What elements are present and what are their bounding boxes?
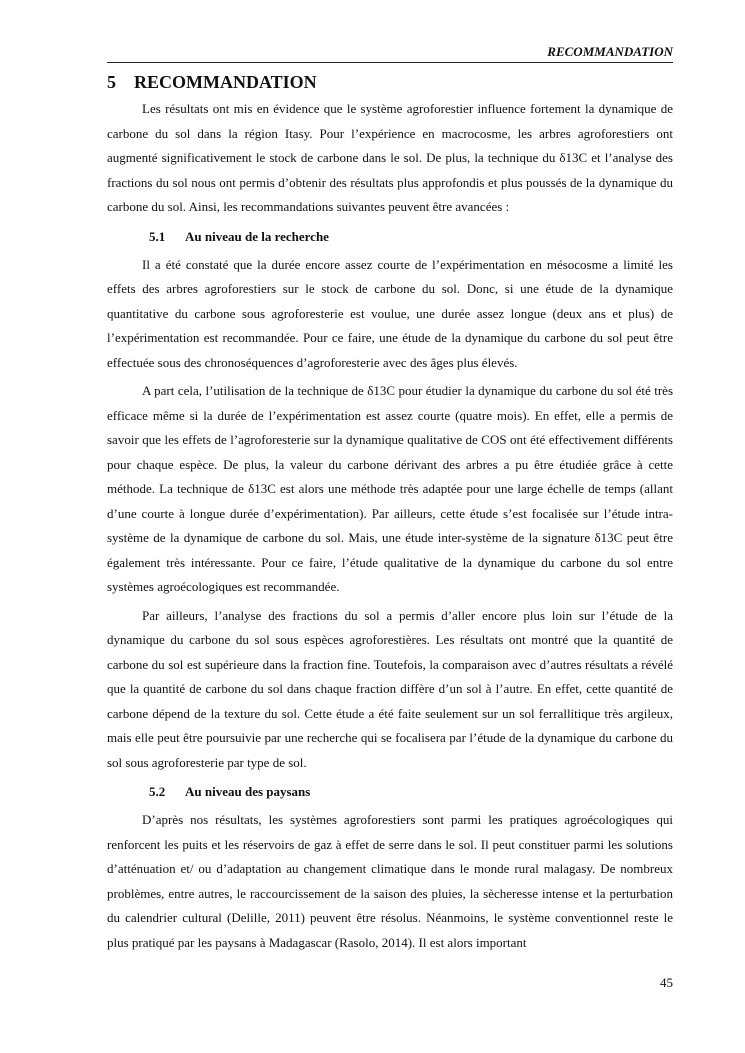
paragraph: Il a été constaté que la durée encore assez courte de l’expérimentation en mésocosme a limité les effets des arbres agroforestiers sur le stock de carbone du sol. Donc, si une étude de la dynamique quantitative du carbone sous agroforesterie est voulue, une durée assez longue (deux ans et plus) de l’expérimentation est recommandée. Pour ce faire, une étude de la dynamique du carbone du sol peut être effectuée sous des chronoséquences d’agroforesterie avec des âges plus élevés. [107,256,673,370]
running-header-title: RECOMMANDATION [547,44,673,59]
section-number: 5.2 [149,784,166,799]
paragraph: A part cela, l’utilisation de la technique de δ13C pour étudier la dynamique du carbone du sol été très efficace même si la durée de l’expérimentation est assez courte (quatre mois). En effet, elle a permis de savoir que les effets de l’agroforesterie sur la dynamique qualitative de COS ont été effectivement différents pour chaque espèce. De plus, la valeur du carbone dérivant des arbres a pu être étudiée grâce à cette méthode. La technique de δ13C est alors une méthode très adaptée pour une large échelle de temps (allant d’une courte à longue durée d’expérimentation). Par ailleurs, cette étude s’est focalisée sur l’étude intra-système de la dynamique de carbone du sol. Mais, une étude inter-système de la signature δ13C peut être également très intéressante. Pour ce faire, l’étude qualitative de la dynamique du carbone du sol entre systèmes agroécologiques est recommandée. [107,383,673,594]
chapter-title-text: RECOMMANDATION [134,72,317,92]
section-title-text: Au niveau des paysans [185,784,311,799]
chapter-number: 5 [107,72,116,92]
paragraph: Par ailleurs, l’analyse des fractions du sol a permis d’aller encore plus loin sur l’étude de la dynamique du carbone du sol sous espèces agroforestières. Les résultats ont montré que la quantité de carbone du sol est supérieure dans la fraction fine. Toutefois, la comparaison avec d’autres résultats a révélé que la quantité de carbone du sol dans chaque fraction diffère d’un sol à l’autre. En effet, cette quantité de carbone dépend de la texture du sol. Cette étude a été faite seulement sur un sol ferrallitique très argileux, mais elle peut être poursuivie par une recherche qui se focalisera par l’étude de la dynamique du carbone du sol sous agroforesterie par type de sol. [107,607,673,770]
section-heading-recherche [149,225,673,249]
running-header [107,44,673,63]
section-number: 5.1 [149,228,166,244]
section-title-text: Au niveau de la recherche [185,228,329,244]
section-heading-paysans [149,780,673,804]
chapter-title [107,72,673,93]
paragraph: D’après nos résultats, les systèmes agroforestiers sont parmi les pratiques agroécologiques qui renforcent les puits et les réservoirs de gaz à effet de serre dans le sol. Il peut constituer parmi les solutions d’atténuation et/ ou d’adaptation au changement climatique dans le monde rural malagasy. De nombreux problèmes, entre autres, le raccourcissement de la saison des pluies, la sècheresse intense et la perturbation du calendrier cultural (Delille, 2011) peuvent être résolus. Néanmoins, le système conventionnel reste le plus pratiqué par les paysans à Madagascar (Rasolo, 2014). Il est alors important [107,812,673,950]
document-body [107,97,673,959]
page-number: 45 [660,975,673,990]
intro-paragraph: Les résultats ont mis en évidence que le système agroforestier influence fortement la dynamique de carbone du sol dans la région Itasy. Pour l’expérience en macrocosme, les arbres agroforestiers ont augmenté significativement le stock de carbone dans le sol. De plus, la technique du δ13C et l’analyse des fractions du sol nous ont permis d’obtenir des résultats plus approfondis et plus poussés de la dynamique du carbone du sol. Ainsi, les recommandations suivantes peuvent être avancées : [107,101,673,214]
